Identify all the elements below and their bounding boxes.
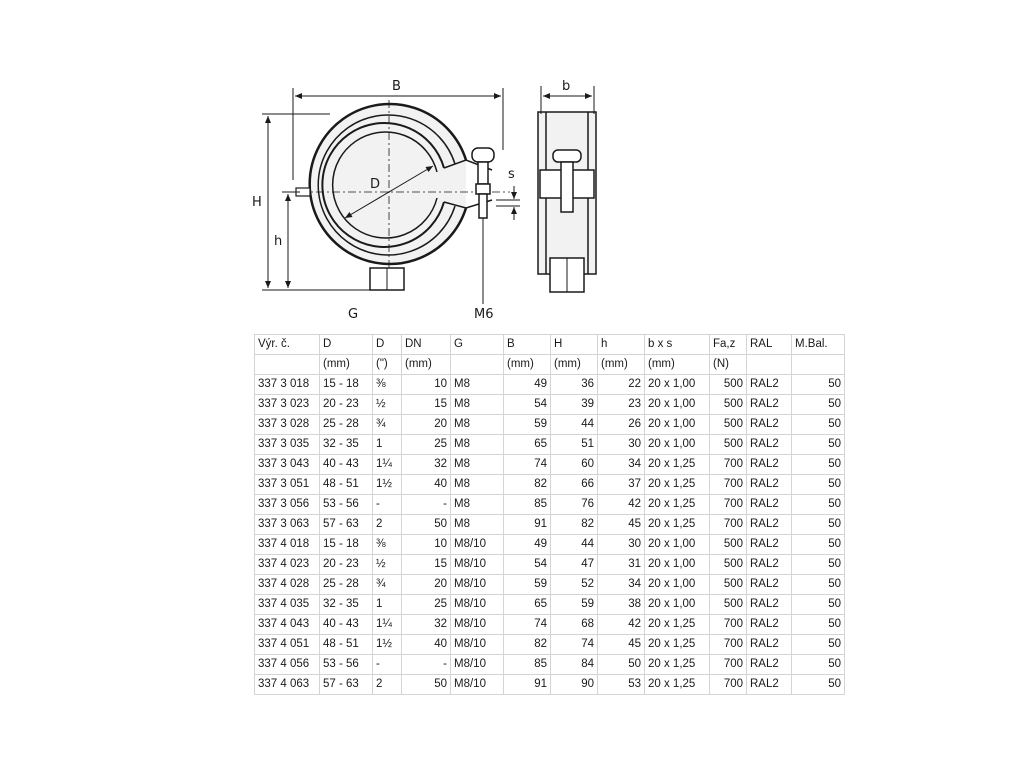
table-cell: RAL2 — [747, 415, 792, 435]
table-cell: 50 — [792, 495, 845, 515]
table-row — [255, 535, 845, 555]
table-cell: RAL2 — [747, 555, 792, 575]
table-cell: 25 — [402, 435, 451, 455]
table-cell: 36 — [551, 375, 598, 395]
table-cell: 337 3 063 — [255, 515, 320, 535]
table-cell: RAL2 — [747, 575, 792, 595]
table-cell: 90 — [551, 675, 598, 695]
table-cell: 74 — [504, 615, 551, 635]
table-cell: 32 — [402, 455, 451, 475]
table-cell: 1½ — [373, 635, 402, 655]
table-cell: 20 - 23 — [320, 555, 373, 575]
table-cell: 500 — [710, 575, 747, 595]
table-cell: 1 — [373, 435, 402, 455]
table-cell: - — [373, 495, 402, 515]
table-cell: 50 — [792, 615, 845, 635]
table-row — [255, 595, 845, 615]
table-row — [255, 375, 845, 395]
table-cell: 50 — [792, 375, 845, 395]
table-cell: 59 — [504, 415, 551, 435]
table-cell: 32 - 35 — [320, 595, 373, 615]
table-cell: (N) — [710, 355, 747, 375]
table-row — [255, 395, 845, 415]
table-cell: RAL2 — [747, 675, 792, 695]
table-cell: 59 — [504, 575, 551, 595]
table-cell: h — [598, 335, 645, 355]
table-cell: 38 — [598, 595, 645, 615]
table-cell: 50 — [792, 675, 845, 695]
clamp-side-view — [538, 112, 596, 292]
table-cell: 52 — [551, 575, 598, 595]
table-cell: RAL2 — [747, 515, 792, 535]
table-cell: H — [551, 335, 598, 355]
table-cell: 30 — [598, 435, 645, 455]
table-cell: 53 - 56 — [320, 495, 373, 515]
specification-table — [254, 334, 845, 695]
table-cell: 20 x 1,25 — [645, 475, 710, 495]
table-cell: M8 — [451, 375, 504, 395]
table-cell: 40 - 43 — [320, 455, 373, 475]
table-cell: 20 x 1,00 — [645, 555, 710, 575]
table-cell: D — [320, 335, 373, 355]
table-cell: 82 — [504, 635, 551, 655]
table-cell: 20 x 1,25 — [645, 515, 710, 535]
table-cell: 50 — [792, 475, 845, 495]
table-cell: 47 — [551, 555, 598, 575]
table-cell: 25 - 28 — [320, 575, 373, 595]
table-cell: 337 3 023 — [255, 395, 320, 415]
table-cell: 700 — [710, 515, 747, 535]
table-cell: 45 — [598, 515, 645, 535]
table-cell: 20 - 23 — [320, 395, 373, 415]
table-cell: 50 — [792, 455, 845, 475]
table-row — [255, 575, 845, 595]
table-cell: 48 - 51 — [320, 475, 373, 495]
table-cell: M8/10 — [451, 675, 504, 695]
table-cell — [792, 355, 845, 375]
table-cell: M8/10 — [451, 655, 504, 675]
table-cell: 337 4 028 — [255, 575, 320, 595]
table-cell: 337 3 035 — [255, 435, 320, 455]
table-cell: 60 — [551, 455, 598, 475]
table-cell — [747, 355, 792, 375]
table-cell: 51 — [551, 435, 598, 455]
table-cell: 20 x 1,00 — [645, 535, 710, 555]
table-cell: 65 — [504, 435, 551, 455]
table-cell: RAL — [747, 335, 792, 355]
table-cell: 50 — [792, 535, 845, 555]
label-h-total: H — [252, 195, 262, 210]
table-cell: 57 - 63 — [320, 515, 373, 535]
table-cell: 337 4 018 — [255, 535, 320, 555]
table-cell: 50 — [792, 515, 845, 535]
table-cell: M8 — [451, 455, 504, 475]
table-cell: 20 x 1,25 — [645, 615, 710, 635]
table-row — [255, 415, 845, 435]
table-cell: M8 — [451, 475, 504, 495]
table-cell: (mm) — [598, 355, 645, 375]
table-cell: 85 — [504, 495, 551, 515]
table-cell: 32 — [402, 615, 451, 635]
table-cell: 59 — [551, 595, 598, 615]
table-cell: (mm) — [320, 355, 373, 375]
table-cell: 50 — [792, 575, 845, 595]
table-cell: - — [373, 655, 402, 675]
table-cell: 20 x 1,00 — [645, 575, 710, 595]
table-cell: 337 4 051 — [255, 635, 320, 655]
table-cell: 337 3 043 — [255, 455, 320, 475]
table-cell: 54 — [504, 555, 551, 575]
table-cell: 30 — [598, 535, 645, 555]
table-cell: 700 — [710, 615, 747, 635]
table-cell: M8/10 — [451, 635, 504, 655]
table-cell: 20 x 1,25 — [645, 655, 710, 675]
table-cell: 31 — [598, 555, 645, 575]
table-cell: M8/10 — [451, 595, 504, 615]
table-cell: 26 — [598, 415, 645, 435]
table-cell: RAL2 — [747, 535, 792, 555]
table-cell: 82 — [504, 475, 551, 495]
table-cell: 50 — [598, 655, 645, 675]
table-cell: 500 — [710, 535, 747, 555]
table-cell: 20 x 1,00 — [645, 415, 710, 435]
table-cell: 74 — [551, 635, 598, 655]
table-cell: 65 — [504, 595, 551, 615]
table-row — [255, 475, 845, 495]
table-cell: 20 — [402, 415, 451, 435]
table-cell: ½ — [373, 395, 402, 415]
table-cell: G — [451, 335, 504, 355]
table-cell: 2 — [373, 675, 402, 695]
table-cell: 20 x 1,25 — [645, 675, 710, 695]
table-cell: 74 — [504, 455, 551, 475]
table-cell: RAL2 — [747, 655, 792, 675]
dimension-h-center — [282, 192, 300, 288]
table-cell: 22 — [598, 375, 645, 395]
table-cell: 337 4 035 — [255, 595, 320, 615]
table-cell: 34 — [598, 455, 645, 475]
table-cell: (mm) — [551, 355, 598, 375]
table-cell: 15 - 18 — [320, 535, 373, 555]
table-units-row — [255, 355, 845, 375]
table-cell: 1¼ — [373, 455, 402, 475]
table-cell: Fa,z — [710, 335, 747, 355]
table-cell: 700 — [710, 495, 747, 515]
table-cell: 66 — [551, 475, 598, 495]
table-cell: RAL2 — [747, 395, 792, 415]
table-cell: 337 4 063 — [255, 675, 320, 695]
threaded-nut-g — [370, 268, 404, 290]
table-cell: 53 - 56 — [320, 655, 373, 675]
table-cell: 500 — [710, 395, 747, 415]
label-m6: M6 — [474, 307, 494, 322]
table-cell: 1¼ — [373, 615, 402, 635]
table-cell: 40 — [402, 635, 451, 655]
table-cell: M8 — [451, 515, 504, 535]
table-cell: 50 — [792, 395, 845, 415]
table-cell: M8 — [451, 435, 504, 455]
label-b: B — [392, 79, 401, 94]
table-cell: - — [402, 655, 451, 675]
table-cell: M8 — [451, 495, 504, 515]
table-cell: M8 — [451, 415, 504, 435]
table-cell: 82 — [551, 515, 598, 535]
table-cell: 42 — [598, 495, 645, 515]
label-h-center: h — [274, 234, 283, 249]
table-cell: (mm) — [504, 355, 551, 375]
table-cell: 10 — [402, 535, 451, 555]
table-cell: 39 — [551, 395, 598, 415]
table-cell: 50 — [792, 635, 845, 655]
table-cell: 700 — [710, 455, 747, 475]
screw-m6 — [472, 148, 494, 226]
table-cell: 40 - 43 — [320, 615, 373, 635]
table-cell: ⅜ — [373, 535, 402, 555]
table-cell: RAL2 — [747, 375, 792, 395]
table-cell: 700 — [710, 655, 747, 675]
table-cell: 68 — [551, 615, 598, 635]
table-cell: (") — [373, 355, 402, 375]
table-row — [255, 455, 845, 475]
table-cell: 85 — [504, 655, 551, 675]
table-cell: 500 — [710, 415, 747, 435]
table-cell: ¾ — [373, 575, 402, 595]
table-cell: 700 — [710, 475, 747, 495]
table-row — [255, 635, 845, 655]
table-cell — [451, 355, 504, 375]
table-cell: 2 — [373, 515, 402, 535]
table-cell: (mm) — [402, 355, 451, 375]
table-cell: M8/10 — [451, 535, 504, 555]
table-cell: RAL2 — [747, 455, 792, 475]
table-cell: 25 — [402, 595, 451, 615]
table-cell: 50 — [402, 675, 451, 695]
table-cell: - — [402, 495, 451, 515]
table-row — [255, 495, 845, 515]
table-cell: (mm) — [645, 355, 710, 375]
table-cell: 337 3 028 — [255, 415, 320, 435]
pipe-clamp-drawing — [240, 62, 640, 330]
table-cell: D — [373, 335, 402, 355]
table-cell: 37 — [598, 475, 645, 495]
table-cell: M8 — [451, 395, 504, 415]
table-cell: 42 — [598, 615, 645, 635]
table-cell: 10 — [402, 375, 451, 395]
table-cell: 50 — [792, 435, 845, 455]
table-cell: 45 — [598, 635, 645, 655]
table-cell: 337 4 023 — [255, 555, 320, 575]
table-cell: 337 3 056 — [255, 495, 320, 515]
table-cell — [255, 355, 320, 375]
table-cell: 1 — [373, 595, 402, 615]
table-row — [255, 555, 845, 575]
table-row — [255, 675, 845, 695]
table-cell: 49 — [504, 535, 551, 555]
table-cell: M8/10 — [451, 555, 504, 575]
table-cell: DN — [402, 335, 451, 355]
table-cell: 23 — [598, 395, 645, 415]
table-cell: 15 — [402, 395, 451, 415]
table-cell: 20 x 1,00 — [645, 375, 710, 395]
table-cell: 50 — [792, 555, 845, 575]
table-cell: 700 — [710, 635, 747, 655]
table-cell: 57 - 63 — [320, 675, 373, 695]
table-cell: 32 - 35 — [320, 435, 373, 455]
table-cell: 84 — [551, 655, 598, 675]
table-cell: 15 - 18 — [320, 375, 373, 395]
table-cell: 40 — [402, 475, 451, 495]
table-cell: ¾ — [373, 415, 402, 435]
table-header-row — [255, 335, 845, 355]
table-cell: 20 x 1,00 — [645, 395, 710, 415]
table-row — [255, 515, 845, 535]
table-cell: ⅜ — [373, 375, 402, 395]
table-cell: B — [504, 335, 551, 355]
table-cell: 20 x 1,25 — [645, 455, 710, 475]
table-row — [255, 655, 845, 675]
table-cell: 34 — [598, 575, 645, 595]
table-row — [255, 615, 845, 635]
table-cell: 48 - 51 — [320, 635, 373, 655]
table-cell: Výr. č. — [255, 335, 320, 355]
label-g: G — [348, 307, 359, 322]
table-cell: 49 — [504, 375, 551, 395]
table-cell: 20 x 1,00 — [645, 435, 710, 455]
table-cell: M8/10 — [451, 575, 504, 595]
table-cell: 500 — [710, 435, 747, 455]
table-cell: RAL2 — [747, 595, 792, 615]
table-cell: 1½ — [373, 475, 402, 495]
table-cell: 50 — [792, 595, 845, 615]
table-cell: 337 4 056 — [255, 655, 320, 675]
table-cell: 337 3 018 — [255, 375, 320, 395]
table-cell: 20 — [402, 575, 451, 595]
table-cell: 76 — [551, 495, 598, 515]
table-cell: RAL2 — [747, 495, 792, 515]
table-cell: 500 — [710, 555, 747, 575]
table-cell: 20 x 1,25 — [645, 495, 710, 515]
table-cell: 500 — [710, 595, 747, 615]
table-cell: 44 — [551, 415, 598, 435]
table-row — [255, 435, 845, 455]
table-cell: 50 — [792, 655, 845, 675]
table-cell: 337 4 043 — [255, 615, 320, 635]
table-cell: RAL2 — [747, 475, 792, 495]
dimension-s — [496, 186, 520, 220]
table-cell: 91 — [504, 515, 551, 535]
table-cell: 15 — [402, 555, 451, 575]
table-cell: 700 — [710, 675, 747, 695]
table-cell: RAL2 — [747, 635, 792, 655]
table-cell: 25 - 28 — [320, 415, 373, 435]
table-cell: b x s — [645, 335, 710, 355]
table-cell: 50 — [792, 415, 845, 435]
table-cell: 20 x 1,25 — [645, 635, 710, 655]
table-cell: M8/10 — [451, 615, 504, 635]
table-cell: 44 — [551, 535, 598, 555]
table-cell: 91 — [504, 675, 551, 695]
table-cell: 500 — [710, 375, 747, 395]
label-s: s — [508, 167, 515, 182]
label-d: D — [370, 177, 381, 192]
table-cell: 20 x 1,00 — [645, 595, 710, 615]
table-cell: 337 3 051 — [255, 475, 320, 495]
table-cell: ½ — [373, 555, 402, 575]
table-cell: RAL2 — [747, 435, 792, 455]
table-cell: 53 — [598, 675, 645, 695]
table-cell: 50 — [402, 515, 451, 535]
label-b-small: b — [562, 79, 571, 94]
table-cell: M.Bal. — [792, 335, 845, 355]
table-cell: 54 — [504, 395, 551, 415]
table-cell: RAL2 — [747, 615, 792, 635]
